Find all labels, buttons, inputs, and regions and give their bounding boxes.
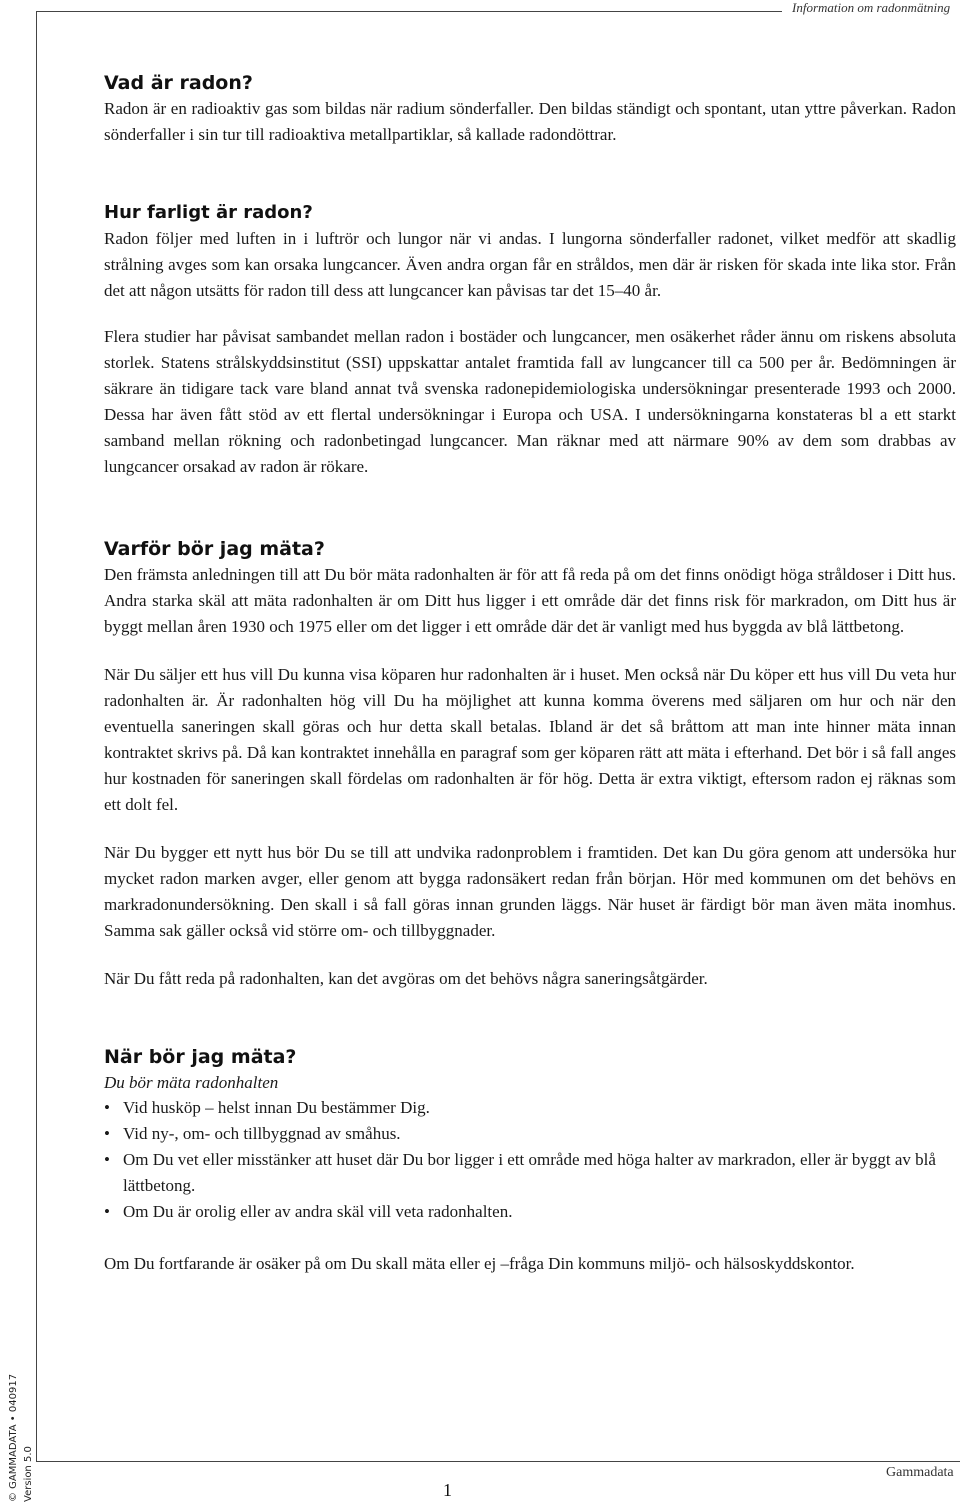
paragraph-hur-farligt-1: Radon följer med luften in i luftrör och lungor när vi andas. I lungorna sönderfaller radonet, vilket medför att skadlig strålning avges som kan orsaka lungcancer. Även andra organ får en stråldos, men där är risken för skada inte lika stor. Från det att någon utsätts för radon till dess att lungcancer kan påvisas tar det 15–40 år. — [104, 229, 956, 300]
subheading-du-bor-mata: Du bör mäta radonhalten — [104, 1073, 279, 1092]
paragraph-varfor-3: När Du bygger ett nytt hus bör Du se till att undvika radonproblem i framtiden. Det kan Du göra genom att undersöka hur mycket radon marken avger, eller genom att bygga radonsäkert redan från början. Hör med kommunen om det behövs en markradonundersökning. Den skall i så fall göras innan grunden läggs. När huset är färdigt bör man även mäta inomhus. Samma sak gäller också vid större om- och tillbyggnader. — [104, 843, 956, 940]
side-copyright: © GAMMADATA • 040917 — [8, 1373, 19, 1502]
heading-nar-mata: När bör jag mäta? — [104, 1046, 297, 1068]
document-body — [104, 70, 956, 1277]
paragraph-closing: Om Du fortfarande är osäker på om Du skall mäta eller ej –fråga Din kommuns miljö- och hälsoskyddskontor. — [104, 1254, 855, 1273]
page-number: 1 — [443, 1480, 452, 1500]
paragraph-varfor-2: När Du säljer ett hus vill Du kunna visa köparen hur radonhalten är i huset. Men också när Du köper ett hus vill Du veta hur radonhalten är. Är radonhalten hög vill Du ha möjlighet att kunna komma överens med säljaren om hur och när den eventuella saneringen skall göras och hur detta skall betalas. Ibland är det så bråttom att man inte hinner mäta innan kontraktet skrivs på. Då kan kontraktet innehålla en paragraf som ger köparen rätt att mäta i efterhand. Det bör i så fall anges hur kostnaden för saneringen skall fördelas om radonhalten är för hög. Detta är extra viktigt, eftersom radon ej räknas som ett dolt fel. — [104, 665, 956, 814]
list-item: • Vid ny-, om- och tillbyggnad av småhus. — [104, 1121, 956, 1147]
list-item: • Om Du vet eller misstänker att huset där Du bor ligger i ett område med höga halter av markradon, eller är byggt av blå lättbetong. — [104, 1147, 956, 1199]
heading-varfor-mata: Varför bör jag mäta? — [104, 538, 325, 560]
frame-top-rule — [36, 11, 782, 12]
header-label: Information om radonmätning — [792, 0, 951, 15]
footer-brand: Gammadata — [886, 1465, 954, 1480]
paragraph-varfor-4: När Du fått reda på radonhalten, kan det avgöras om det behövs några saneringsåtgärder. — [104, 969, 708, 988]
paragraph-hur-farligt-2: Flera studier har påvisat sambandet mellan radon i bostäder och lungcancer, men osäkerhet råder ännu om riskens absoluta storlek. Statens strålskyddsinstitut (SSI) uppskattar antalet framtida fall av lungcancer till ca 500 per år. Bedömningen är säkrare än tidigare tack vare bland annat två svenska radonepidemiologiska undersökningar presenterade 1993 och 2000. Dessa har även fått stöd av ett flertal undersökningar i Europa och USA. I undersökningarna konstateras bl a ett starkt samband mellan rökning och radonbetingad lungcancer. Man räknar med att närmare 90% av dem som drabbas av lungcancer orsakad av radon är rökare. — [104, 327, 956, 476]
paragraph-vad-ar-radon: Radon är en radioaktiv gas som bildas när radium sönderfaller. Den bildas ständigt och spontant, utan yttre påverkan. Radon sönderfaller i sin tur till radioaktiva metallpartiklar, så kallade radondöttrar. — [104, 99, 956, 144]
list-item: • Om Du är orolig eller av andra skäl vill veta radonhalten. — [104, 1199, 956, 1225]
heading-vad-ar-radon: Vad är radon? — [104, 72, 253, 94]
bullet-list — [104, 1095, 956, 1225]
side-version: Version 5.0 — [23, 1446, 34, 1502]
frame-left-rule — [36, 11, 37, 1461]
frame-bottom-rule — [36, 1461, 960, 1462]
paragraph-varfor-1: Den främsta anledningen till att Du bör mäta radonhalten är för att få reda på om det finns onödigt höga stråldoser i Ditt hus. Andra starka skäl att mäta radonhalten är om Ditt hus ligger i ett område där det finns risk för markradon, om Ditt hus är byggt mellan åren 1930 och 1975 eller om det ligger i ett område där det är vanligt med hus byggda av blå lättbetong. — [104, 565, 956, 636]
heading-hur-farligt: Hur farligt är radon? — [104, 202, 313, 223]
list-item: • Vid husköp – helst innan Du bestämmer Dig. — [104, 1095, 956, 1121]
